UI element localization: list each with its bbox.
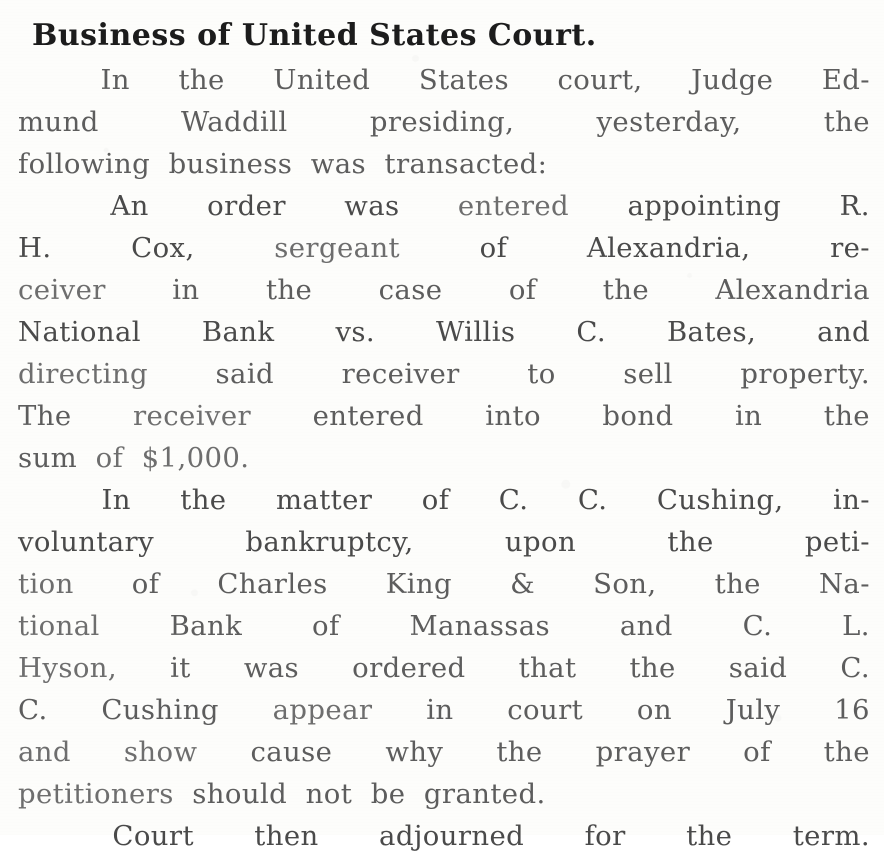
word: 16 [834, 694, 870, 726]
word: for [584, 820, 626, 852]
word: Charles [217, 568, 328, 600]
word: presiding, [369, 106, 515, 138]
word: An [110, 190, 149, 222]
word: in [172, 274, 200, 306]
word: should [192, 778, 288, 810]
word: July [725, 694, 781, 726]
word: business [168, 148, 293, 180]
text-line [18, 773, 870, 815]
word: In [101, 484, 131, 516]
text-line [18, 143, 870, 185]
word: tion [18, 568, 74, 600]
word: granted. [423, 778, 546, 810]
article-paragraph-2 [18, 185, 870, 479]
word: of [479, 232, 508, 264]
text-line [18, 269, 870, 311]
word: show [123, 736, 198, 768]
word: peti- [804, 526, 870, 558]
word: C. [742, 610, 773, 642]
text-line [18, 395, 870, 437]
word: into [485, 400, 541, 432]
word: of [95, 442, 124, 474]
word: court [507, 694, 584, 726]
word: the [602, 274, 650, 306]
word: following [18, 148, 151, 180]
word: that [518, 652, 577, 684]
word: appear [272, 694, 373, 726]
word: in- [832, 484, 870, 516]
word: sell [623, 358, 673, 390]
word: Court [112, 820, 194, 852]
word: was [344, 190, 400, 222]
word: Alexandria [715, 274, 870, 306]
word: was [310, 148, 367, 180]
word: in [426, 694, 454, 726]
word: adjourned [379, 820, 525, 852]
word: order [207, 190, 286, 222]
word: receiver [133, 400, 252, 432]
word: In [100, 64, 130, 96]
word: ceiver [18, 274, 106, 306]
word: to [527, 358, 556, 390]
word: C. [577, 484, 608, 516]
word: why [385, 736, 444, 768]
word: the [823, 400, 870, 432]
article-paragraph-1 [18, 59, 870, 185]
article-paragraph-3 [18, 479, 870, 815]
word: term. [792, 820, 870, 852]
word: and [18, 736, 71, 768]
word: C. [840, 652, 870, 684]
word: National [18, 316, 141, 348]
word: vs. [335, 316, 376, 348]
word: upon [504, 526, 577, 558]
word: tional [18, 610, 100, 642]
word: Willis [435, 316, 516, 348]
word: Bank [201, 316, 275, 348]
word: of [421, 484, 450, 516]
word: The [18, 400, 72, 432]
word: Bates, [666, 316, 757, 348]
text-line [18, 101, 870, 143]
word: States [418, 64, 509, 96]
word: $1,000. [141, 442, 250, 474]
word: entered [312, 400, 424, 432]
word: said [728, 652, 788, 684]
word: the [667, 526, 714, 558]
word: of [131, 568, 160, 600]
word: King [385, 568, 453, 600]
word: in [734, 400, 763, 432]
word: the [180, 484, 227, 516]
text-line [18, 311, 870, 353]
text-line [18, 353, 870, 395]
word: the [629, 652, 676, 684]
word: voluntary [18, 526, 155, 558]
word: Cushing, [656, 484, 784, 516]
word: L. [842, 610, 870, 642]
text-line [18, 563, 870, 605]
word: it [170, 652, 191, 684]
word: Judge [691, 64, 774, 96]
article-paragraph-4 [18, 815, 870, 857]
word: H. [18, 232, 52, 264]
word: Manassas [409, 610, 551, 642]
word: be [370, 778, 406, 810]
word: sergeant [274, 232, 401, 264]
word: Cox, [131, 232, 195, 264]
word: the [686, 820, 733, 852]
word: the [178, 64, 225, 96]
text-line [18, 731, 870, 773]
word: bond [602, 400, 674, 432]
word: said [215, 358, 275, 390]
text-line [18, 479, 870, 521]
text-line [18, 227, 870, 269]
word: Hyson, [18, 652, 118, 684]
page-title: Business of United States Court. [32, 18, 597, 53]
word: bankruptcy, [245, 526, 414, 558]
word: receiver [341, 358, 460, 390]
word: appointing [627, 190, 782, 222]
word: and [619, 610, 673, 642]
word: was [243, 652, 300, 684]
word: directing [18, 358, 148, 390]
text-line [18, 59, 870, 101]
word: C. [18, 694, 48, 726]
word: & [510, 568, 536, 600]
word: re- [830, 232, 870, 264]
word: mund [18, 106, 99, 138]
word: not [305, 778, 353, 810]
word: Ed- [821, 64, 870, 96]
word: cause [250, 736, 333, 768]
word: United [273, 64, 371, 96]
word: property. [740, 358, 870, 390]
word: Son, [593, 568, 657, 600]
text-line [18, 647, 870, 689]
word: on [636, 694, 672, 726]
text-line [18, 521, 870, 563]
word: Cushing [101, 694, 219, 726]
word: transacted: [384, 148, 548, 180]
word: then [254, 820, 319, 852]
word: petitioners [18, 778, 174, 810]
word: sum [18, 442, 78, 474]
word: of [312, 610, 340, 642]
word: yesterday, [596, 106, 742, 138]
word: C. [576, 316, 606, 348]
word: and [817, 316, 870, 348]
word: Na- [818, 568, 870, 600]
word: Waddill [180, 106, 288, 138]
word: prayer [595, 736, 691, 768]
word: the [496, 736, 543, 768]
text-line [18, 437, 870, 479]
word: Alexandria, [586, 232, 751, 264]
text-line [18, 689, 870, 731]
text-line [18, 605, 870, 647]
word: the [823, 736, 870, 768]
text-line [18, 185, 870, 227]
word: the [714, 568, 761, 600]
word: R. [839, 190, 870, 222]
word: court, [557, 64, 643, 96]
word: Bank [169, 610, 243, 642]
word: ordered [352, 652, 466, 684]
word: matter [275, 484, 373, 516]
word: entered [457, 190, 570, 222]
word: C. [498, 484, 529, 516]
text-line [18, 815, 870, 857]
word: of [743, 736, 771, 768]
word: case [378, 274, 443, 306]
word: of [508, 274, 537, 306]
word: the [265, 274, 313, 306]
word: the [823, 106, 870, 138]
